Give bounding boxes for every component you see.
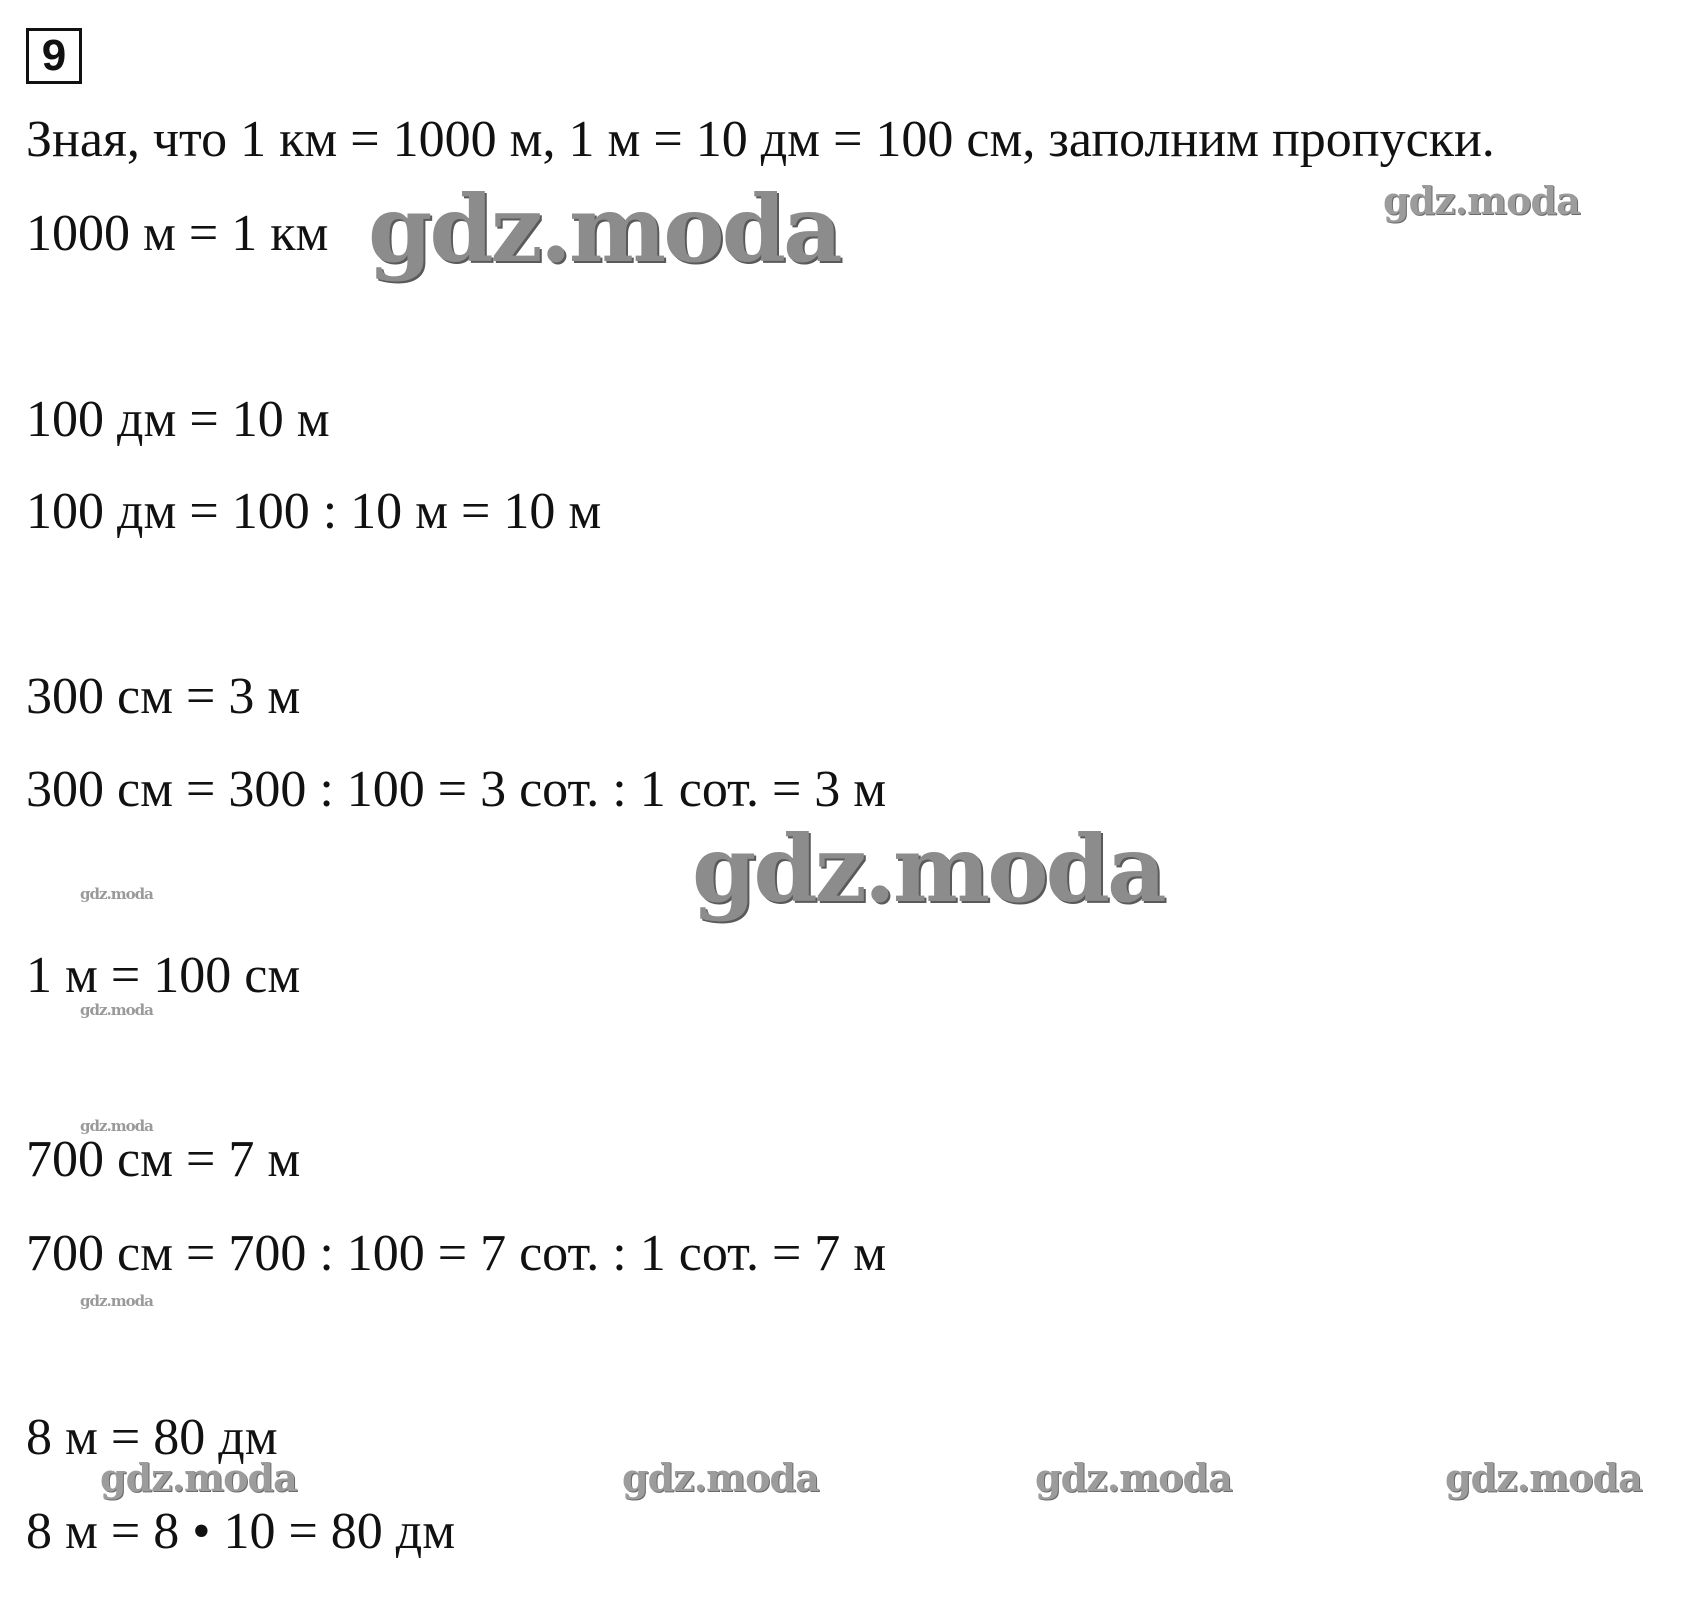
watermark-medium: gdz.moda xyxy=(622,1455,819,1500)
answer-line-8: 700 см = 700 : 100 = 7 сот. : 1 сот. = 7 м xyxy=(26,1225,887,1282)
watermark-medium: gdz.moda xyxy=(1445,1455,1642,1500)
watermark-medium: gdz.moda xyxy=(1383,178,1580,223)
watermark-small: gdz.moda xyxy=(80,885,153,903)
watermark-small: gdz.moda xyxy=(80,1292,153,1310)
task-number-box: 9 xyxy=(26,28,82,84)
watermark-small: gdz.moda xyxy=(80,1001,153,1019)
answer-line-5: 300 см = 300 : 100 = 3 сот. : 1 сот. = 3 м xyxy=(26,761,887,818)
answer-line-7: 700 см = 7 м xyxy=(26,1131,301,1188)
answer-line-3: 100 дм = 100 : 10 м = 10 м xyxy=(26,483,602,540)
watermark-small: gdz.moda xyxy=(80,1117,153,1135)
intro-text: Зная, что 1 км = 1000 м, 1 м = 10 дм = 100 см, заполним пропуски. xyxy=(26,111,1495,168)
answer-line-10: 8 м = 8 • 10 = 80 дм xyxy=(26,1503,456,1560)
watermark-medium: gdz.moda xyxy=(100,1455,297,1500)
answer-line-2: 100 дм = 10 м xyxy=(26,391,330,448)
answer-line-4: 300 см = 3 м xyxy=(26,668,301,725)
watermark-medium: gdz.moda xyxy=(1035,1455,1232,1500)
answer-line-9: 8 м = 80 дм xyxy=(26,1409,278,1466)
answer-line-6: 1 м = 100 см xyxy=(26,947,301,1004)
watermark-large: gdz.moda xyxy=(368,175,840,283)
watermark-large: gdz.moda xyxy=(692,815,1164,923)
answer-line-1: 1000 м = 1 км xyxy=(26,205,329,262)
